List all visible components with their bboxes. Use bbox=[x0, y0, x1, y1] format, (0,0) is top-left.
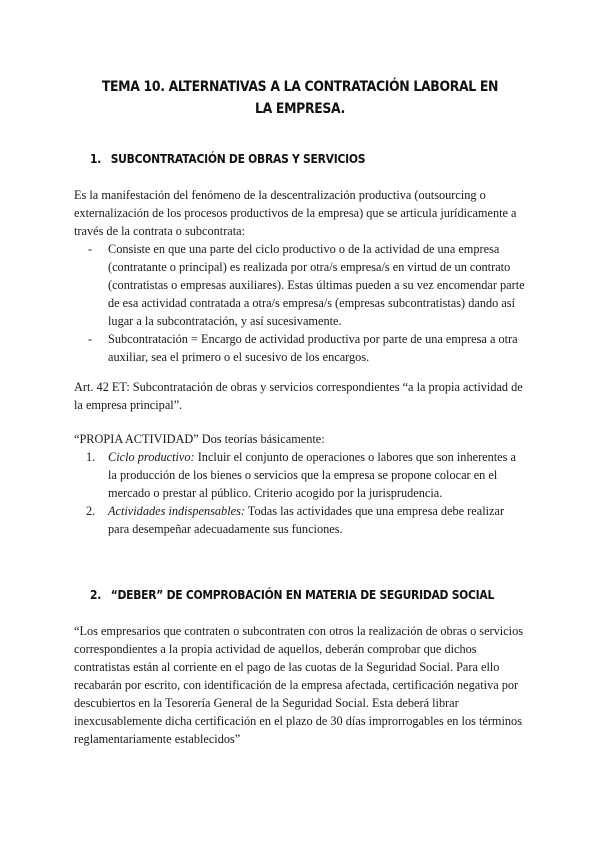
section-2-heading bbox=[90, 587, 494, 603]
bullet-marker: - bbox=[88, 332, 93, 346]
theory-term: Actividades indispensables: bbox=[108, 504, 245, 518]
theory-text: Incluir el conjunto de operaciones o labores que son inherentes a la producción de los bienes o servicios que la empresa se propone colocar en el mercado o prestar al público. Criterio acogido por la jurisprudencia. bbox=[108, 450, 516, 500]
list-item bbox=[74, 448, 526, 502]
section-2-number: 2. bbox=[90, 587, 102, 602]
theories-intro: “PROPIA ACTIVIDAD” Dos teorías básicamente: bbox=[74, 432, 325, 446]
section-1-bullet-list bbox=[74, 240, 526, 366]
list-item bbox=[74, 240, 526, 330]
list-number: 2. bbox=[86, 504, 96, 518]
theories-list bbox=[74, 448, 526, 538]
bullet-text: Consiste en que una parte del ciclo productivo o de la actividad de una empresa (contratante o principal) es realizada por otra/s empresa/s en virtud de un contrato (contratistas o empresas auxiliares). Estas últimas pueden a su vez encomendar parte de esa actividad contratada a otra/s empresa/s (empresas subcontratistas) dando así lugar a la subcontratación, y así sucesivamente. bbox=[108, 242, 525, 328]
bullet-marker: - bbox=[88, 242, 93, 256]
section-1-heading bbox=[90, 151, 365, 167]
document-title: TEMA 10. ALTERNATIVAS A LA CONTRATACIÓN LABORAL EN LA EMPRESA. bbox=[101, 79, 499, 117]
section-2-quote: “Los empresarios que contraten o subcontraten con otros la realización de obras o servicios correspondientes a la propia actividad de aquellos, deberán comprobar que dichos contratistas están al corriente en el pago de las cuotas de la Seguridad Social. Para ello recabarán por escrito, con identificación de la empresa afectada, certificación negativa por descubiertos en la Tesorería General de la Seguridad Social. Esta deberá librar inexcusablemente dicha certificación en el plazo de 30 días improrrogables en los términos reglamentariamente establecidos” bbox=[74, 624, 524, 746]
article-paragraph: Art. 42 ET: Subcontratación de obras y servicios correspondientes “a la propia actividad de la empresa principal”. bbox=[74, 380, 523, 412]
list-item bbox=[74, 330, 526, 366]
section-1-title: SUBCONTRATACIÓN DE OBRAS Y SERVICIOS bbox=[110, 151, 366, 166]
theory-text: Todas las actividades que una empresa debe realizar para desempeñar adecuadamente sus funciones. bbox=[108, 504, 505, 536]
section-2-title: “DEBER” DE COMPROBACIÓN EN MATERIA DE SEGURIDAD SOCIAL bbox=[110, 587, 495, 602]
section-1-intro: Es la manifestación del fenómeno de la descentralización productiva (outsourcing o externalización de los procesos productivos de la empresa) que se articula jurídicamente a través de la contrata o subcontrata: bbox=[74, 188, 517, 238]
bullet-text: Subcontratación = Encargo de actividad productiva por parte de una empresa a otra auxiliar, sea el primero o el sucesivo de los encargos. bbox=[108, 332, 518, 364]
list-number: 1. bbox=[86, 450, 96, 464]
theory-term: Ciclo productivo: bbox=[108, 450, 195, 464]
list-item bbox=[74, 502, 526, 538]
section-1-number: 1. bbox=[90, 151, 102, 166]
